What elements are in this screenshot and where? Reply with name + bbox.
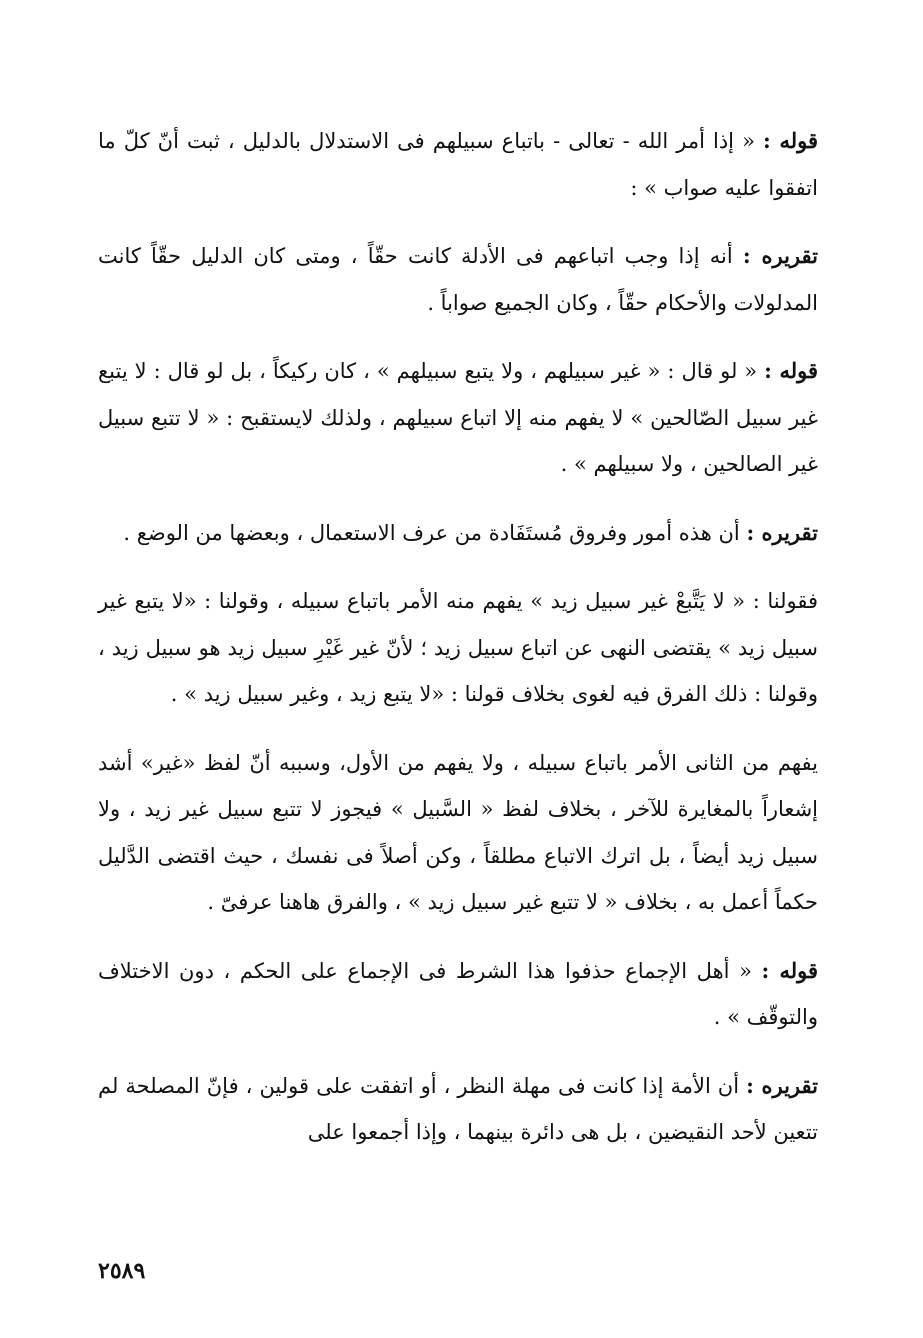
paragraph-text: « أهل الإجماع حذفوا هذا الشرط فى الإجماع على الحكم ، دون الاختلاف والتوقّف » . — [98, 958, 818, 1029]
paragraph-text: « إذا أمر الله - تعالى - باتباع سبيلهم فى الاستدلال بالدليل ، ثبت أنّ كلّ ما اتفقوا عليه صواب » : — [98, 129, 818, 200]
page-number: ٢٥٨٩ — [98, 1258, 146, 1284]
paragraph-7 — [98, 948, 818, 1041]
paragraph-lead: قوله : — [761, 957, 819, 983]
paragraph-5 — [98, 578, 818, 718]
paragraph-text: أن هذه أمور وفروق مُستَفَادة من عرف الاستعمال ، وبعضها من الوضع . — [123, 520, 747, 545]
paragraph-text: « لو قال : « غير سبيلهم ، ولا يتبع سبيلهم » ، كان ركيكاً ، بل لو قال : لا يتبع غير سبيل الصّالحين » لا يفهم منه إلا اتباع سبيلهم ، ولذلك لايستقبح : « لا تتبع سبيل غير الصالحين ، ولا سبيلهم » . — [98, 359, 818, 476]
paragraph-1 — [98, 118, 818, 211]
paragraph-text: فقولنا : « لا يَتَّبعْ غير سبيل زيد » يفهم منه الأمر باتباع سبيله ، وقولنا : «لا يتبع غير سبيل زيد » يقتضى النهى عن اتباع سبيل زيد ؛ لأنّ غير غَيْرِ سبيل زيد هو سبيل زيد ، وقولنا : ذلك الفرق فيه لغوى بخلاف قولنا : «لا يتبع زيد ، وغير سبيل زيد » . — [98, 589, 818, 706]
paragraph-lead: تقريره : — [746, 1072, 818, 1098]
body-text — [98, 118, 818, 1178]
paragraph-2 — [98, 233, 818, 326]
paragraph-4 — [98, 510, 818, 557]
paragraph-8 — [98, 1063, 818, 1156]
paragraph-lead: تقريره : — [742, 243, 818, 268]
paragraph-text: أن الأمة إذا كانت فى مهلة النظر ، أو اتفقت على قولين ، فإنّ المصلحة لم تتعين لأحد النقيضين ، بل هى دائرة بينهما ، وإذا أجمعوا على — [98, 1073, 818, 1144]
paragraph-text: يفهم من الثانى الأمر باتباع سبيله ، ولا يفهم من الأول، وسببه أنّ لفظ «غير» أشد إشعاراً بالمغايرة للآخر ، بخلاف لفظ « السَّبيل » فيجوز لا تتبع سبيل غير زيد ، ولا سبيل زيد أيضاً ، بل اترك الاتباع مطلقاً ، وكن أصلاً فى نفسك ، حيث اقتضى الدَّليل حكماً أعمل به ، بخلاف « لا تتبع غير سبيل زيد » ، والفرق هاهنا عرفىّ . — [98, 750, 818, 914]
paragraph-text: أنه إذا وجب اتباعهم فى الأدلة كانت حقّاً ، ومتى كان الدليل حقّاً كانت المدلولات والأحكام حقّاً ، وكان الجميع صواباً . — [98, 244, 818, 315]
paragraph-6 — [98, 740, 818, 926]
paragraph-3 — [98, 348, 818, 488]
paragraph-lead: قوله : — [763, 128, 818, 153]
paragraph-lead: تقريره : — [746, 519, 818, 545]
paragraph-lead: قوله : — [764, 358, 818, 383]
